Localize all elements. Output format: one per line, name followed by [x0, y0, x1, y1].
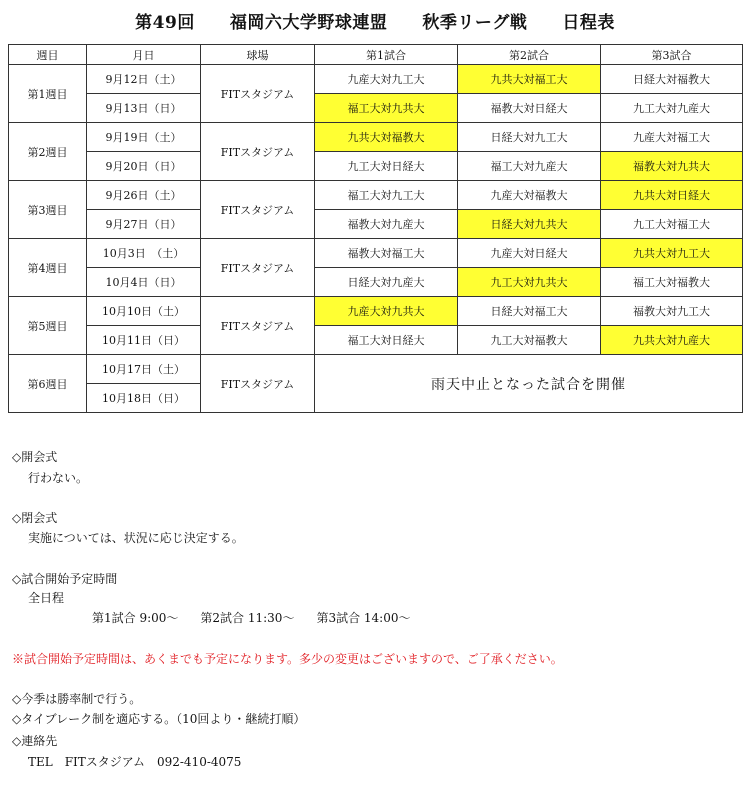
date-cell: 9月13日（日） — [87, 94, 201, 123]
contact-heading: ◇連絡先 — [12, 734, 58, 748]
game-cell: 九産大対九工大 — [315, 65, 458, 94]
game-cell: 福教大対九共大 — [601, 152, 743, 181]
table-row — [9, 181, 743, 210]
game-cell: 福工大対九工大 — [315, 181, 458, 210]
closing-text: 実施については、状況に応じ決定する。 — [28, 531, 244, 545]
game-cell: 九工大対福教大 — [458, 326, 601, 355]
game-cell: 福教大対九工大 — [601, 297, 743, 326]
week-label: 第5週目 — [9, 297, 87, 355]
date-cell: 10月3日 （土） — [87, 239, 201, 268]
game-cell: 九産大対福工大 — [601, 123, 743, 152]
date-cell: 9月19日（土） — [87, 123, 201, 152]
date-cell: 10月11日（日） — [87, 326, 201, 355]
game-cell: 九工大対九共大 — [458, 268, 601, 297]
game1-time: 第1試合 9:00〜 — [92, 611, 179, 625]
game-cell: 九共大対日経大 — [601, 181, 743, 210]
game-cell: 九産大対九共大 — [315, 297, 458, 326]
table-row — [9, 152, 743, 181]
start-times-heading: ◇試合開始予定時間 — [12, 572, 118, 586]
venue-cell: FITスタジアム — [201, 239, 315, 297]
opening-text: 行わない。 — [28, 471, 89, 485]
date-cell: 10月18日（日） — [87, 384, 201, 413]
warning-text: ※試合開始予定時間は、あくまでも予定になります。多少の変更はございますので、ご了承ください。 — [12, 652, 563, 666]
header-venue: 球場 — [201, 45, 315, 65]
game-cell: 九共大対九工大 — [601, 239, 743, 268]
game-cell: 日経大対九産大 — [315, 268, 458, 297]
game-cell: 九工大対九産大 — [601, 94, 743, 123]
game-cell: 九産大対日経大 — [458, 239, 601, 268]
game-cell: 日経大対福教大 — [601, 65, 743, 94]
game-cell: 福教大対日経大 — [458, 94, 601, 123]
date-cell: 9月27日（日） — [87, 210, 201, 239]
venue-cell: FITスタジアム — [201, 65, 315, 123]
table-row — [9, 210, 743, 239]
week-label: 第2週目 — [9, 123, 87, 181]
game-cell: 福工大対日経大 — [315, 326, 458, 355]
header-game1: 第1試合 — [315, 45, 458, 65]
game-cell: 九共大対福工大 — [458, 65, 601, 94]
table-row — [9, 326, 743, 355]
header-week: 週目 — [9, 45, 87, 65]
table-row — [9, 268, 743, 297]
venue-cell: FITスタジアム — [201, 181, 315, 239]
game-cell: 九工大対福工大 — [601, 210, 743, 239]
date-cell: 10月17日（土） — [87, 355, 201, 384]
table-row — [9, 123, 743, 152]
game-cell: 日経大対九共大 — [458, 210, 601, 239]
table-row — [9, 94, 743, 123]
rain-makeup-note: 雨天中止となった試合を開催 — [315, 355, 743, 413]
date-cell: 9月12日（土） — [87, 65, 201, 94]
table-row — [9, 355, 743, 384]
week-label: 第6週目 — [9, 355, 87, 413]
venue-cell: FITスタジアム — [201, 123, 315, 181]
table-row — [9, 239, 743, 268]
game-cell: 福工大対九共大 — [315, 94, 458, 123]
week-label: 第4週目 — [9, 239, 87, 297]
date-cell: 9月26日（土） — [87, 181, 201, 210]
header-game3: 第3試合 — [601, 45, 743, 65]
week-label: 第3週目 — [9, 181, 87, 239]
game-cell: 九共大対九産大 — [601, 326, 743, 355]
opening-heading: ◇開会式 — [12, 450, 58, 464]
header-row — [9, 45, 743, 65]
page-title: 第49回 福岡六大学野球連盟 秋季リーグ戦 日程表 — [135, 13, 615, 33]
closing-heading: ◇閉会式 — [12, 511, 58, 525]
game-cell: 日経大対福工大 — [458, 297, 601, 326]
game-cell: 福教大対九産大 — [315, 210, 458, 239]
game-cell: 福教大対福工大 — [315, 239, 458, 268]
game-cell: 福工大対九産大 — [458, 152, 601, 181]
contact-text: TEL FITスタジアム 092-410-4075 — [28, 755, 242, 769]
schedule-table — [8, 44, 743, 413]
game-cell: 日経大対九工大 — [458, 123, 601, 152]
game-cell: 九共大対福教大 — [315, 123, 458, 152]
table-row — [9, 297, 743, 326]
venue-cell: FITスタジアム — [201, 355, 315, 413]
header-game2: 第2試合 — [458, 45, 601, 65]
header-date: 月日 — [87, 45, 201, 65]
start-times-scope: 全日程 — [28, 591, 65, 605]
venue-cell: FITスタジアム — [201, 297, 315, 355]
rule-tiebreak: ◇タイブレーク制を適応する。（10回より・継続打順） — [12, 712, 306, 726]
week-label: 第1週目 — [9, 65, 87, 123]
date-cell: 10月10日（土） — [87, 297, 201, 326]
game-cell: 福工大対福教大 — [601, 268, 743, 297]
rule-win-rate: ◇今季は勝率制で行う。 — [12, 692, 142, 706]
table-row — [9, 65, 743, 94]
date-cell: 9月20日（日） — [87, 152, 201, 181]
game3-time: 第3試合 14:00〜 — [316, 611, 411, 625]
start-times-row — [12, 610, 433, 626]
game-cell: 九工大対日経大 — [315, 152, 458, 181]
game2-time: 第2試合 11:30〜 — [200, 611, 295, 625]
date-cell: 10月4日（日） — [87, 268, 201, 297]
game-cell: 九産大対福教大 — [458, 181, 601, 210]
